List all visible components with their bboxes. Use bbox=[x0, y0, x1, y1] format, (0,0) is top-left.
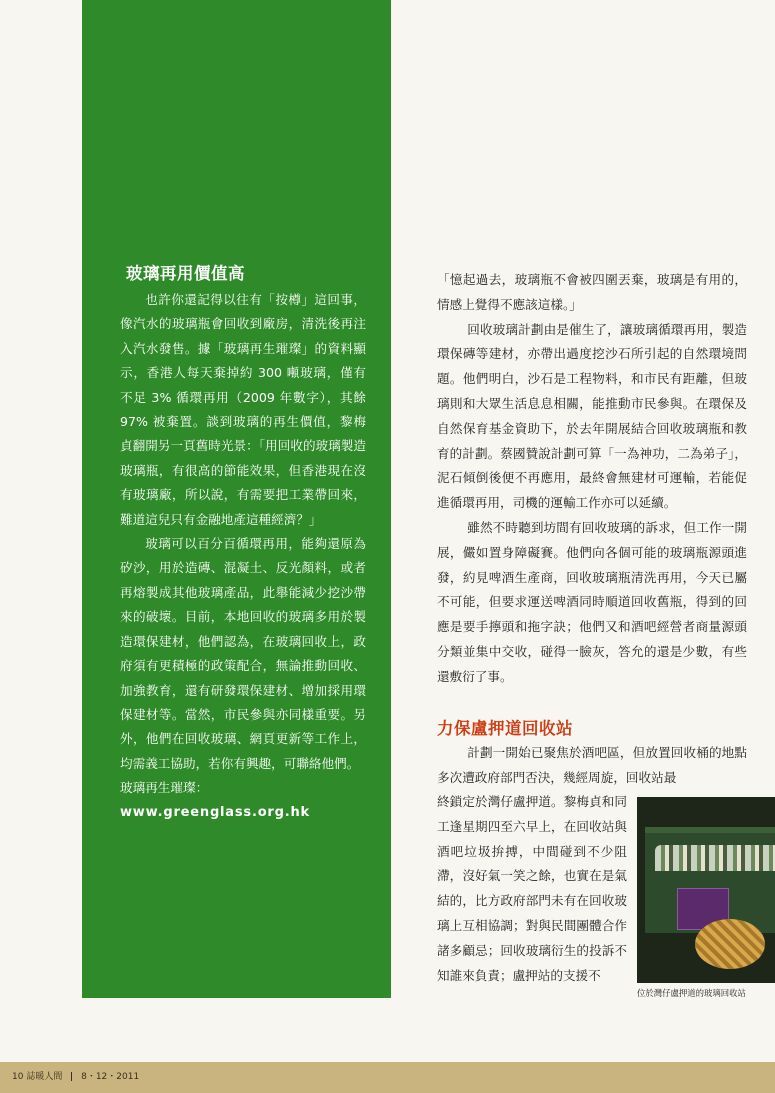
recycling-station-photo bbox=[637, 797, 775, 983]
sidebar-paragraph: 也許你還記得以往有「按樽」這回事，像汽水的玻璃瓶會回收到廠房，清洗後再注入汽水發售。據「玻璃再生璀璨」的資料顯示，香港人每天棄掉約 300 噸玻璃，僅有不足 3% 循環再用（2009 年數字），其餘 97% 被棄置。談到玻璃的再生價值，黎梅貞翻開另一頁舊時光景：「用回收的玻璃製造玻璃瓶，有很高的節能效果，但香港現在沒有玻璃廠，所以說，有需要把工業帶回來，難道這兒只有金融地產這種經濟？」 bbox=[120, 292, 366, 527]
body-paragraph: 回收玻璃計劃由是催生了，讓玻璃循環再用，製造環保磚等建材，亦帶出過度挖沙石所引起的自然環境問題。他們明白，沙石是工程物料，和市民有距離，但玻璃則和大眾生活息息相關，能推動市民參與。在環保及自然保育基金資助下，於去年開展結合回收玻璃瓶和教育的計劃。蔡國贊說計劃可算「一為神功，二為弟子」，泥石傾倒後便不再應用，最終會無建材可運輸，若能促進循環再用，司機的運輸工作亦可以延續。 bbox=[437, 321, 747, 511]
photo-caption: 位於灣仔盧押道的玻璃回收站 bbox=[637, 988, 746, 998]
quote-paragraph: 「憶起過去，玻璃瓶不會被四圍丟棄，玻璃是有用的，情感上覺得不應該這樣。」 bbox=[437, 272, 747, 312]
footer bbox=[12, 1069, 139, 1082]
publication-name: 誌暖人間 bbox=[26, 1072, 63, 1082]
footer-divider bbox=[71, 1072, 72, 1081]
contact-label: 玻璃再生璀璨： bbox=[120, 780, 209, 796]
section-heading: 力保盧押道回收站 bbox=[437, 719, 573, 738]
website-link[interactable]: www.greenglass.org.hk bbox=[120, 804, 310, 820]
bottle-basket bbox=[695, 919, 765, 969]
sidebar-paragraph: 玻璃可以百分百循環再用，能夠還原為矽沙，用於造磚、混凝土、反光顏料，或者再熔製成其他玻璃產品，此舉能減少挖沙帶來的破壞。目前，本地回收的玻璃多用於製造環保建材，他們認為，在玻璃回收上，政府須有更積極的政策配合，無論推動回收、加強教育，還有研發環保建材、增加採用環保建材等。當然，市民參與亦同樣重要。另外，他們在回收玻璃、網頁更新等工作上，均需義工協助，若你有興趣，可聯絡他們。 bbox=[120, 536, 366, 771]
section-paragraph-narrow bbox=[437, 790, 627, 988]
recycling-bin bbox=[645, 827, 775, 933]
sidebar-title: 玻璃再用價值高 bbox=[126, 264, 245, 283]
page-number: 10 bbox=[12, 1072, 24, 1082]
body-paragraph: 終鎖定於灣仔盧押道。黎梅貞和同工逢星期四至六早上，在回收站與酒吧垃圾拚搏，中間碰到不少阻滯，沒好氣一笑之餘，也實在是氣結的，比方政府部門未有在回收玻璃上互相協調；對與民間團體合作諸多顧忌；回收玻璃衍生的投訴不知誰來負責；盧押站的支援不 bbox=[437, 794, 627, 983]
sidebar-article bbox=[120, 262, 366, 825]
body-paragraph: 雖然不時聽到坊間有回收玻璃的訴求，但工作一開展，儼如置身障礙賽。他們向各個可能的玻璃瓶源頭進發，約見啤酒生產商，回收玻璃瓶清洗再用，今天已屬不可能，但要求運送啤酒同時順道回收舊瓶，得到的回應是要手擰頭和拖字訣；他們又和酒吧經營者商量源頭分類並集中交收，碰得一臉灰，答允的還是少數，有些還敷衍了事。 bbox=[437, 519, 747, 684]
main-article bbox=[437, 268, 747, 690]
body-paragraph: 計劃一開始已聚焦於酒吧區，但放置回收桶的地點多次遭政府部門否決，幾經周旋，回收站最 bbox=[437, 745, 747, 785]
issue-date: 8・12・2011 bbox=[81, 1072, 140, 1082]
section-paragraph-full bbox=[437, 741, 747, 791]
bottles bbox=[655, 845, 775, 871]
